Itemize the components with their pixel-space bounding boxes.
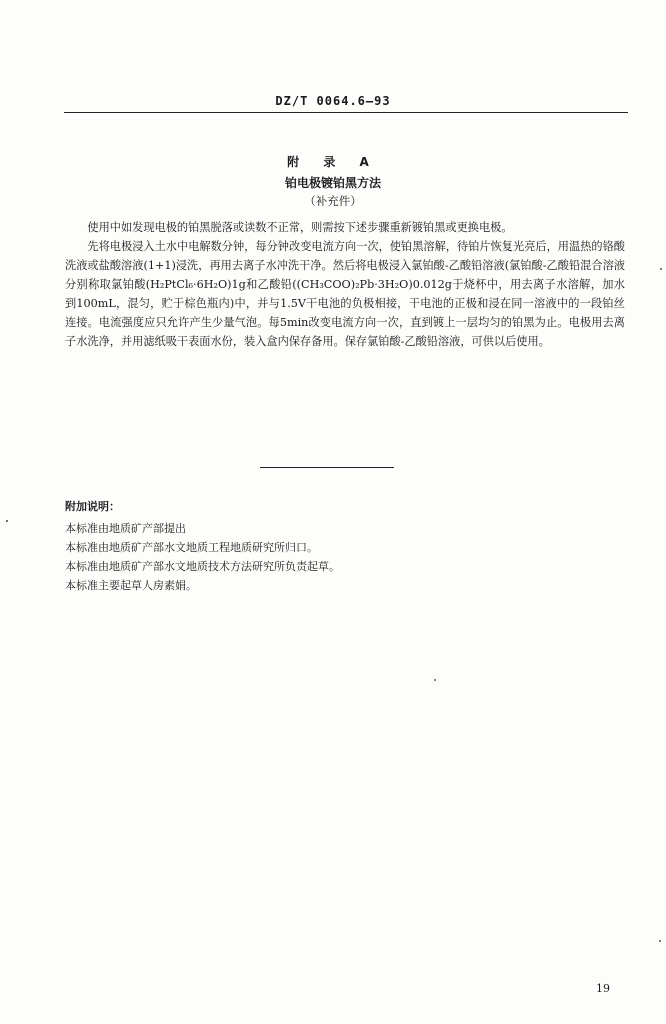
body-paragraph-2: 先将电极浸入土水中电解数分钟，每分钟改变电流方向一次，使铂黑溶解，待铂片恢复光亮后，用温热的铬酸洗液或盐酸溶液(1+1)浸洗，再用去离子水冲洗干净。然后将电极浸入氯铂酸-乙酸铅溶液(氯铂酸-乙酸铅混合溶液 分别称取氯铂酸(H₂PtCl₆·6H₂O)1g和乙酸铅((CH₃COO)₂Pb·3H₂O)0.012g于烧杯中，用去离子水溶解，加水到100mL，混匀，贮于棕色瓶内)中，并与1.5V干电池的负极相接，干电池的正极和浸在同一溶液中的一段铂丝连接。电流强度应只允许产生少量气泡。每5min改变电流方向一次，直到镀上一层均匀的铂黑为止。电极用去离子水洗净，并用滤纸吸干表面水份，装入盒内保存备用。保存氯铂酸-乙酸铅溶液，可供以后使用。 [65,240,625,348]
appendix-subtitle: 铂电极镀铂黑方法 [284,176,381,190]
note-line-4: 本标准主要起草人房素娟。 [65,579,197,592]
scan-speck [434,679,436,681]
note-line-1: 本标准由地质矿产部提出 [65,522,186,535]
scan-speck [6,520,8,522]
notes-heading: 附加说明： [65,500,120,513]
scan-speck [660,268,662,270]
note-line-3: 本标准由地质矿产部水文地质技术方法研究所负责起草。 [65,560,340,573]
scan-speck [659,940,661,942]
appendix-title: 附 录 A [287,155,379,169]
additional-notes [65,497,625,595]
header-rule [64,112,628,113]
note-line-2: 本标准由地质矿产部水文地质工程地质研究所归口。 [65,541,318,554]
page-number: 19 [596,982,610,995]
body-paragraph-1: 使用中如发现电极的铂黑脱落或读数不正常，则需按下述步骤重新镀铂黑或更换电极。 [87,221,513,234]
standard-code-header: DZ/T 0064.6—93 [275,94,391,108]
separator-rule [260,467,394,468]
appendix-note: （补充件） [304,194,362,208]
appendix-body [65,218,625,351]
